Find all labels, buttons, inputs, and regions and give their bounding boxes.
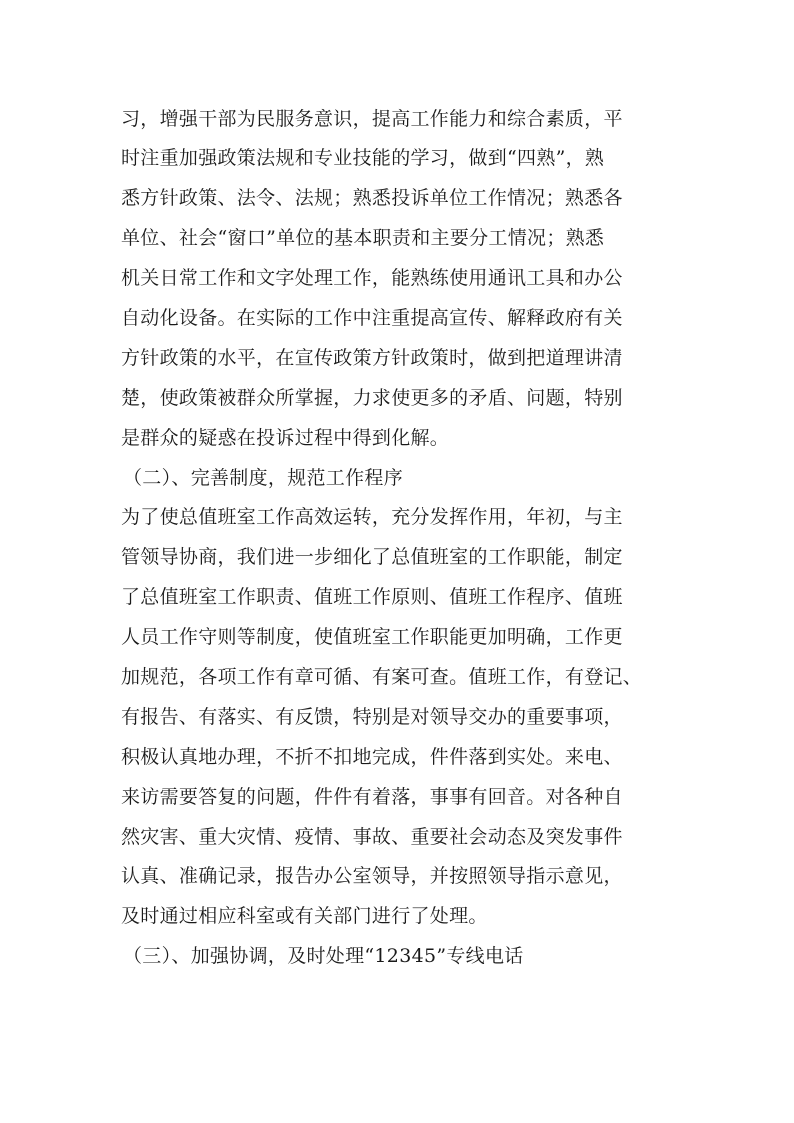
text-line: 人员工作守则等制度，使值班室工作职能更加明确，工作更 (121, 626, 623, 648)
text-line: 认真、准确记录，报告办公室领导，并按照领导指示意见， (121, 865, 623, 887)
text-line: 了总值班室工作职责、值班工作原则、值班工作程序、值班 (121, 586, 623, 608)
text-line: 自动化设备。在实际的工作中注重提高宣传、解释政府有关 (121, 307, 623, 329)
text-line: 习，增强干部为民服务意识，提高工作能力和综合素质，平 (121, 108, 623, 130)
text-line: 单位、社会“窗口”单位的基本职责和主要分工情况；熟悉 (121, 227, 605, 249)
text-line: 有报告、有落实、有反馈，特别是对领导交办的重要事项， (121, 706, 623, 728)
text-line: 时注重加强政策法规和专业技能的学习，做到“四熟”，熟 (121, 147, 605, 169)
text-line: 及时通过相应科室或有关部门进行了处理。 (121, 905, 488, 927)
text-line: 来访需要答复的问题，件件有着落，事事有回音。对各种自 (121, 786, 623, 808)
text-line: 方针政策的水平，在宣传政策方针政策时，做到把道理讲清 (121, 347, 623, 369)
text-line: 为了使总值班室工作高效运转，充分发挥作用，年初，与主 (121, 506, 623, 528)
section-heading-3: （三）、加强协调，及时处理“12345”专线电话 (123, 945, 524, 967)
text-line: 悉方针政策、法令、法规；熟悉投诉单位工作情况；熟悉各 (121, 187, 623, 209)
text-line: 楚，使政策被群众所掌握，力求使更多的矛盾、问题，特别 (121, 387, 623, 409)
text-line: 然灾害、重大灾情、疫情、事故、重要社会动态及突发事件 (121, 826, 623, 848)
text-line: 是群众的疑惑在投诉过程中得到化解。 (121, 427, 450, 449)
text-line: 机关日常工作和文字处理工作，能熟练使用通讯工具和办公 (121, 267, 623, 289)
section-heading-2: （二）、完善制度，规范工作程序 (123, 467, 404, 489)
text-line: 积极认真地办理，不折不扣地完成，件件落到实处。来电、 (121, 746, 623, 768)
text-line: 管领导协商，我们进一步细化了总值班室的工作职能，制定 (121, 546, 623, 568)
text-line: 加规范，各项工作有章可循、有案可查。值班工作，有登记、 (121, 666, 643, 688)
